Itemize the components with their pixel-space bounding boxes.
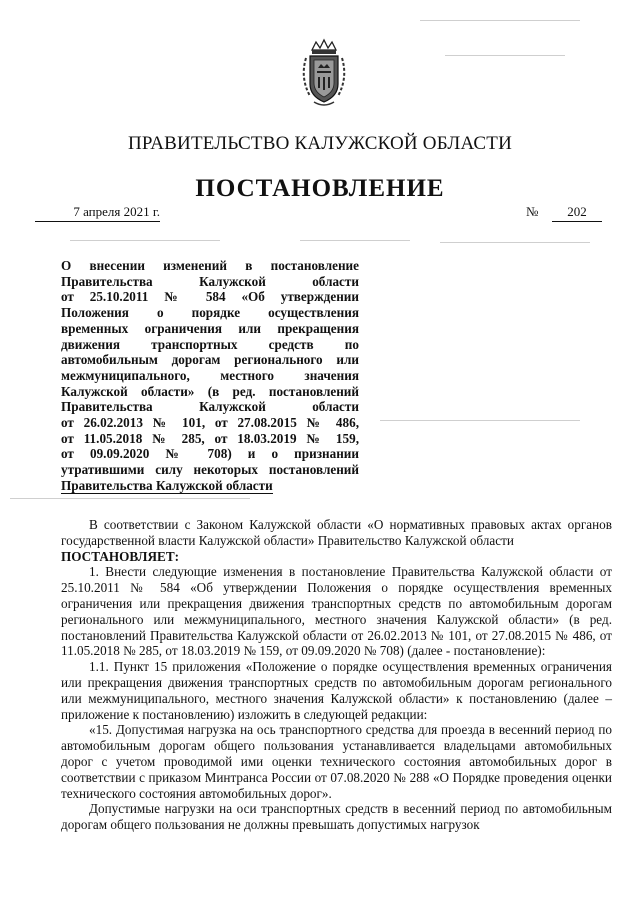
subject-line: временных ограничения или прекращения <box>61 320 359 336</box>
subject-line: Правительства Калужской области <box>61 399 359 415</box>
subject-last-line: Правительства Калужской области <box>61 477 273 493</box>
document-subject <box>61 258 359 494</box>
document-type-title: ПОСТАНОВЛЕНИЕ <box>195 175 445 202</box>
subject-line: Положения о порядке осуществления <box>61 305 359 321</box>
paragraph-1: 1. Внести следующие изменения в постановление Правительства Калужской области от 25.10.2011 № 584 «Об утверждении Положения о порядке осуществления временных ограничения или прекращения движения транспортных средств по автомобильным дорогам регионального или межмуниципального, местного значения Калужской области» (в ред. постановлений Правительства Калужской области от 26.02.2013 № 101, от 27.08.2015 № 486, от 11.05.2018 № 285, от 18.03.2019 № 159, от 09.09.2020 № 708) (далее - постановление): <box>61 564 612 659</box>
subject-line: межмуниципального, местного значения <box>61 367 359 383</box>
subject-line: Калужской области» (в ред. постановлений <box>61 383 359 399</box>
government-title: ПРАВИТЕЛЬСТВО КАЛУЖСКОЙ ОБЛАСТИ <box>127 133 513 154</box>
subject-line: от 25.10.2011 № 584 «Об утверждении <box>61 289 359 305</box>
subject-line: от 11.05.2018 № 285, от 18.03.2019 № 159, <box>61 430 359 446</box>
subject-line: движения транспортных средств по <box>61 336 359 352</box>
document-date: 7 апреля 2021 г. <box>35 204 160 222</box>
subject-line: Правительства Калужской области <box>61 273 359 289</box>
paragraph-last: Допустимые нагрузки на оси транспортных средств в весенний период по автомобильным дорогам общего пользования не должны превышать допустимых нагрузок <box>61 801 612 833</box>
preamble-paragraph: В соответствии с Законом Калужской области «О нормативных правовых актах органов государственной власти Калужской области» Правительство Калужской области <box>61 517 612 548</box>
paragraph-15: «15. Допустимая нагрузка на ось транспортного средства для проезда в весенний период по автомобильным дорогам общего пользования устанавливается владельцами автомобильных дорог с учетом проводимой ими оценки технического состояния автомобильных дорог в соответствии с приказом Минтранса России от 07.08.2020 № 288 «О Порядке проведения оценки технического состояния автомобильных дорог». <box>61 722 612 801</box>
document-body <box>61 517 612 833</box>
subject-line: от 09.09.2020 № 708) и о признании <box>61 446 359 462</box>
subject-line: О внесении изменений в постановление <box>61 258 359 273</box>
document-number-label: № <box>526 204 539 219</box>
subject-line: утратившими силу некоторых постановлений <box>61 462 359 478</box>
coat-of-arms-icon <box>296 38 352 108</box>
subject-line: автомобильным дорогам регионального или <box>61 352 359 368</box>
document-number: 202 <box>552 204 602 222</box>
paragraph-1-1: 1.1. Пункт 15 приложения «Положение о порядке осуществления временных ограничения или прекращения движения транспортных средств по автомобильным дорогам регионального или межмуниципального, местного значения Калужской области» к постановлению (далее – приложение к постановлению) изложить в следующей редакции: <box>61 659 612 722</box>
decree-word: ПОСТАНОВЛЯЕТ: <box>61 548 180 564</box>
subject-line: от 26.02.2013 № 101, от 27.08.2015 № 486, <box>61 415 359 431</box>
